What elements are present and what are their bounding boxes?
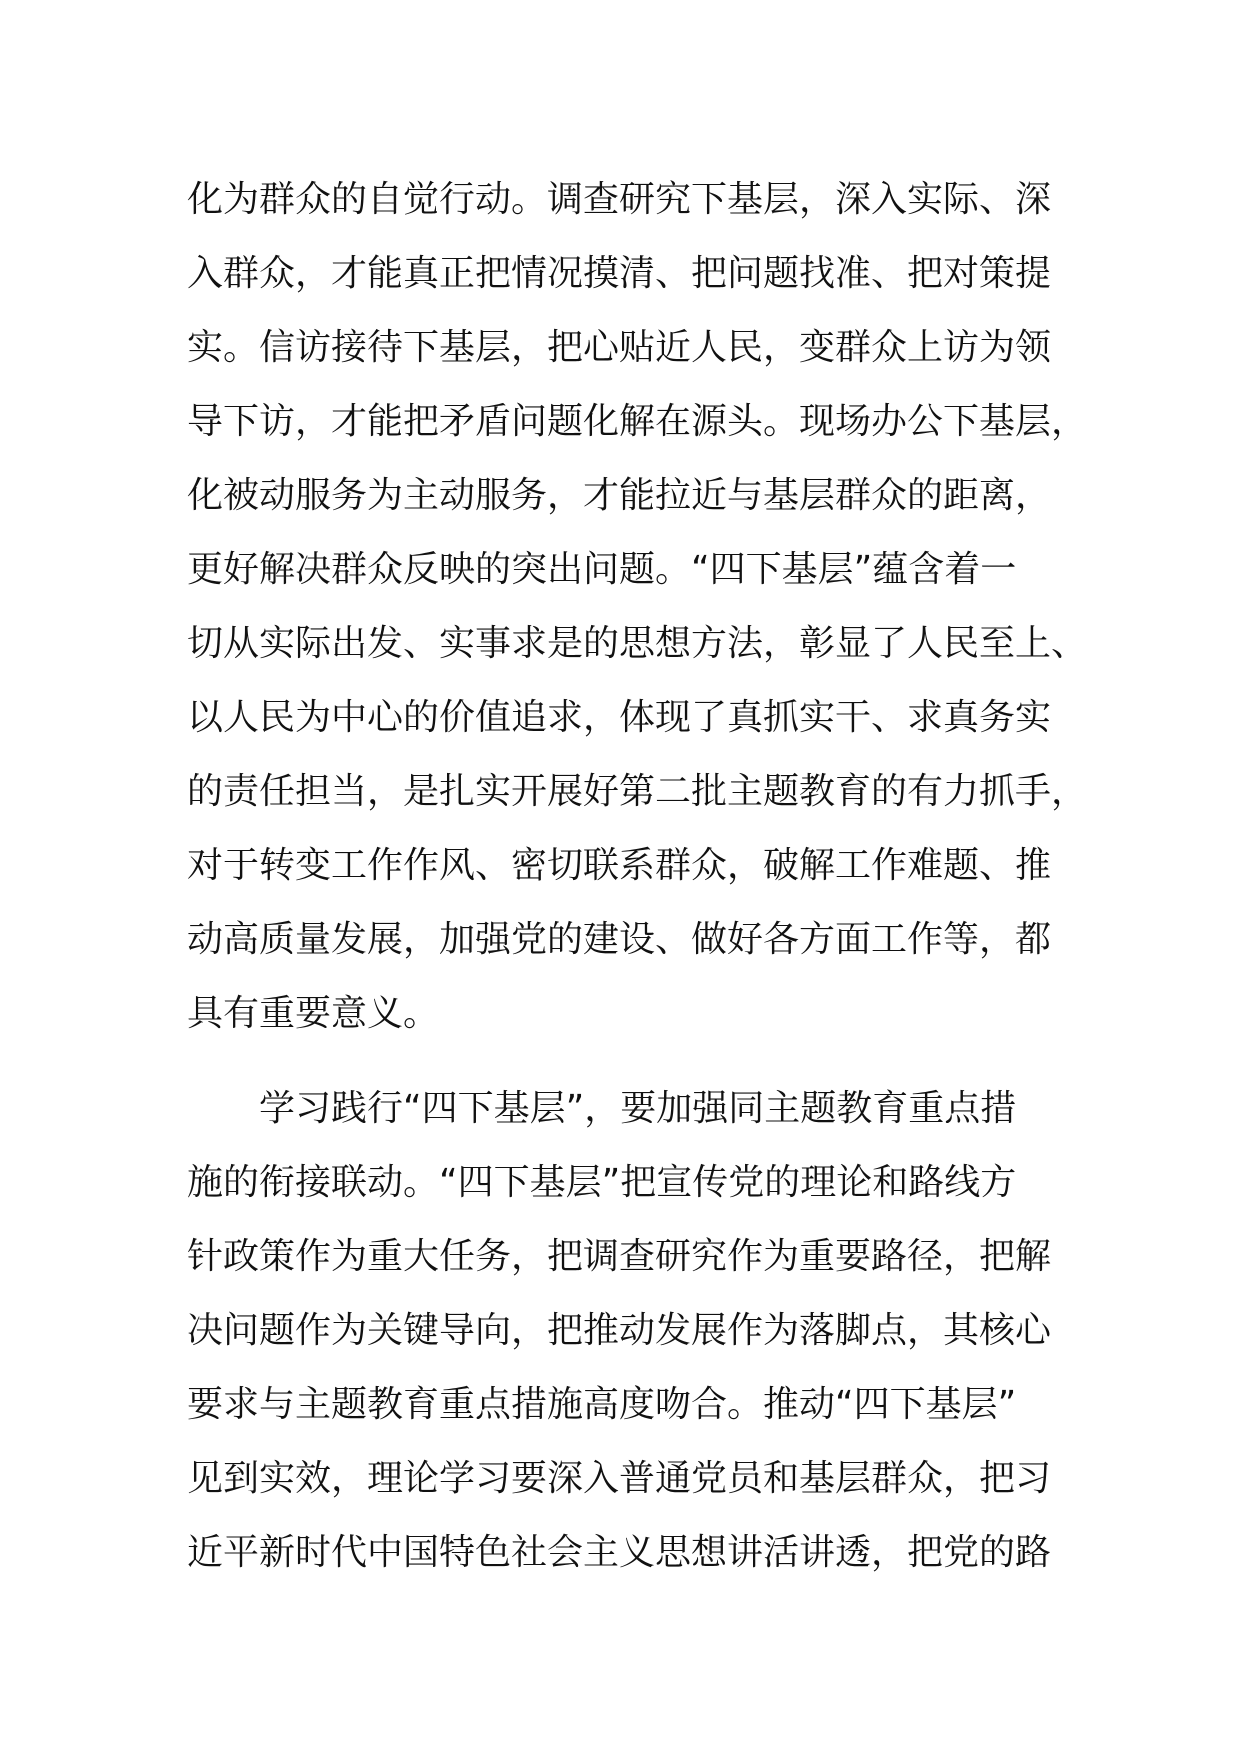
text-line: 针政策作为重大任务，把调查研究作为重要路径，把解 xyxy=(187,1236,1052,1277)
text-line: 施的衔接联动。“四下基层”把宣传党的理论和路线方 xyxy=(187,1162,1017,1203)
text-line: 以人民为中心的价值追求，体现了真抓实干、求真务实 xyxy=(187,697,1052,738)
text-line: 的责任担当，是扎实开展好第二批主题教育的有力抓手， xyxy=(187,771,1088,812)
paragraph xyxy=(187,163,1087,1051)
text-line: 导下访，才能把矛盾问题化解在源头。现场办公下基层， xyxy=(187,401,1088,442)
text-line: 入群众，才能真正把情况摸清、把问题找准、把对策提 xyxy=(187,253,1052,294)
paragraph xyxy=(187,1072,1087,1590)
text-line: 更好解决群众反映的突出问题。“四下基层”蕴含着一 xyxy=(187,549,1017,590)
text-line: 对于转变工作作风、密切联系群众，破解工作难题、推 xyxy=(187,845,1052,886)
text-line: 化为群众的自觉行动。调查研究下基层，深入实际、深 xyxy=(187,179,1052,220)
text-line: 具有重要意义。 xyxy=(187,993,440,1034)
text-line: 学习践行“四下基层”，要加强同主题教育重点措 xyxy=(187,1088,1017,1129)
text-line: 切从实际出发、实事求是的思想方法，彰显了人民至上、 xyxy=(187,623,1088,664)
text-line: 见到实效，理论学习要深入普通党员和基层群众，把习 xyxy=(187,1458,1052,1499)
text-line: 近平新时代中国特色社会主义思想讲活讲透，把党的路 xyxy=(187,1532,1052,1573)
text-line: 实。信访接待下基层，把心贴近人民，变群众上访为领 xyxy=(187,327,1052,368)
text-line: 动高质量发展，加强党的建设、做好各方面工作等，都 xyxy=(187,919,1052,960)
text-line: 化被动服务为主动服务，才能拉近与基层群众的距离， xyxy=(187,475,1052,516)
text-line: 决问题作为关键导向，把推动发展作为落脚点，其核心 xyxy=(187,1310,1052,1351)
text-line: 要求与主题教育重点措施高度吻合。推动“四下基层” xyxy=(187,1384,1017,1425)
